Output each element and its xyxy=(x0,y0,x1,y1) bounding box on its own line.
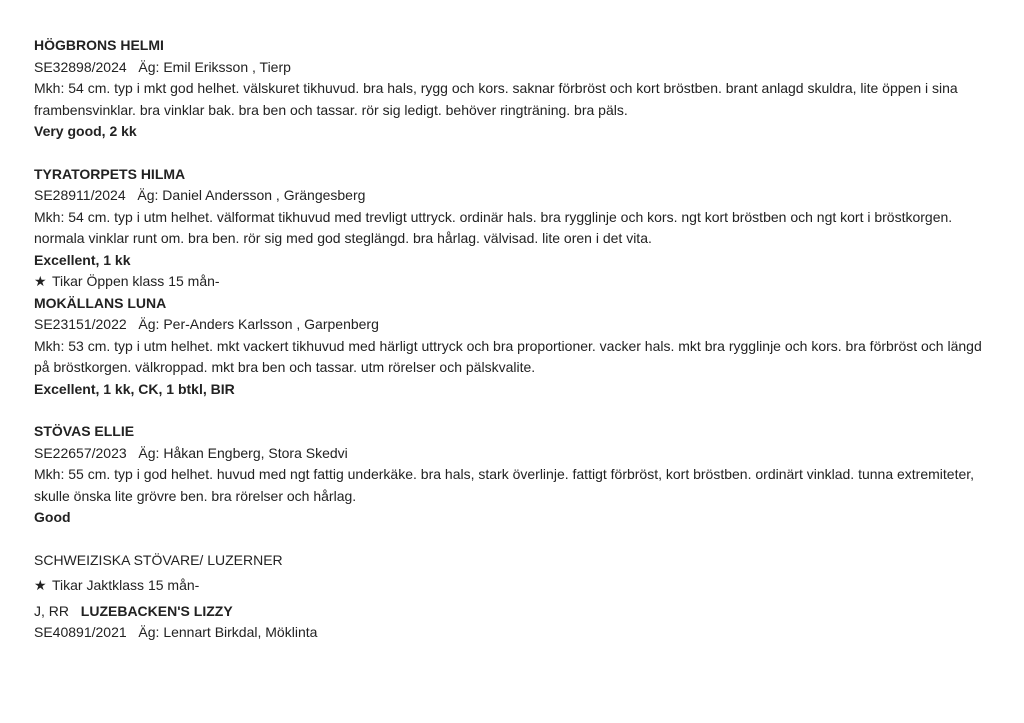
dog-entry xyxy=(34,35,994,143)
registration-line xyxy=(34,314,994,336)
results-page xyxy=(34,35,994,644)
registration-line xyxy=(34,185,994,207)
class-heading-label: Tikar Öppen klass 15 mån- xyxy=(52,273,220,289)
owner-name: Per-Anders Karlsson , Garpenberg xyxy=(163,316,379,332)
registration-number: SE22657/2023 xyxy=(34,444,127,461)
owner-name: Lennart Birkdal, Möklinta xyxy=(163,624,318,640)
owner-label: Äg: xyxy=(138,444,160,461)
dog-result: Good xyxy=(34,509,71,525)
owner-label: Äg: xyxy=(138,58,160,75)
owner-label: Äg: xyxy=(138,624,160,640)
dog-result: Excellent, 1 kk, CK, 1 btkl, BIR xyxy=(34,380,235,397)
dog-result: Excellent, 1 kk xyxy=(34,251,131,268)
dog-critique: Mkh: 55 cm. typ i god helhet. huvud med ngt fattig underkäke. bra hals, stark överlinje. fattigt förbröst, kort bröstben. ordinärt vinklad. tunna extremiteter, skulle önska lite grövre ben. bra rörelser och hårlag. xyxy=(34,466,975,504)
dog-entry xyxy=(34,293,994,401)
dog-entry xyxy=(34,164,994,272)
owner-name: Emil Eriksson , Tierp xyxy=(163,58,291,75)
registration-line xyxy=(34,443,994,465)
star-icon: ★ xyxy=(34,273,47,289)
class-heading xyxy=(34,271,994,293)
owner-label: Äg: xyxy=(138,316,160,332)
dog-critique: Mkh: 54 cm. typ i mkt god helhet. välskuret tikhuvud. bra hals, rygg och kors. saknar förbröst och kort bröstben. brant anlagd skuldra, lite öppen i sina frambensvinklar. bra vinklar bak. bra ben och tassar. rör sig ledigt. behöver ringträning. bra päls. xyxy=(34,80,958,118)
registration-number: SE28911/2024 xyxy=(34,187,126,203)
class-heading xyxy=(34,575,994,597)
dog-entry xyxy=(34,421,994,529)
dog-critique: Mkh: 54 cm. typ i utm helhet. välformat tikhuvud med trevligt uttryck. ordinär hals. bra rygglinje och kors. ngt kort bröstben och ngt kort i bröstkorgen. normala vinklar runt om. bra ben. rör sig med god steglängd. bra hårlag. välvisad. lite oren i det vita. xyxy=(34,208,953,246)
dog-name-line xyxy=(34,601,994,623)
owner-name: Håkan Engberg, Stora Skedvi xyxy=(163,444,348,461)
registration-line xyxy=(34,57,994,79)
dog-name: LUZEBACKEN'S LIZZY xyxy=(80,602,233,619)
entry-prefix: J, RR xyxy=(34,602,69,619)
dog-name: TYRATORPETS HILMA xyxy=(34,165,186,182)
breed-heading: SCHWEIZISKA STÖVARE/ LUZERNER xyxy=(34,551,283,568)
registration-number: SE23151/2022 xyxy=(34,316,127,332)
registration-number: SE32898/2024 xyxy=(34,58,127,75)
registration-line xyxy=(34,622,994,644)
dog-entry xyxy=(34,601,994,644)
registration-number: SE40891/2021 xyxy=(34,624,127,640)
dog-name: HÖGBRONS HELMI xyxy=(34,37,164,53)
owner-label: Äg: xyxy=(137,187,159,203)
star-icon: ★ xyxy=(34,577,47,593)
dog-name: MOKÄLLANS LUNA xyxy=(34,294,167,311)
dog-critique: Mkh: 53 cm. typ i utm helhet. mkt vackert tikhuvud med härligt uttryck och bra proportioner. vacker hals. mkt bra rygglinje och kors. bra förbröst och längd på bröstkorgen. välkroppad. mkt bra ben och tassar. utm rörelser och pälskvalite. xyxy=(34,337,982,375)
class-heading-label: Tikar Jaktklass 15 mån- xyxy=(52,577,200,593)
dog-name: STÖVAS ELLIE xyxy=(34,423,135,439)
dog-result: Very good, 2 kk xyxy=(34,123,137,139)
owner-name: Daniel Andersson , Grängesberg xyxy=(162,187,366,203)
